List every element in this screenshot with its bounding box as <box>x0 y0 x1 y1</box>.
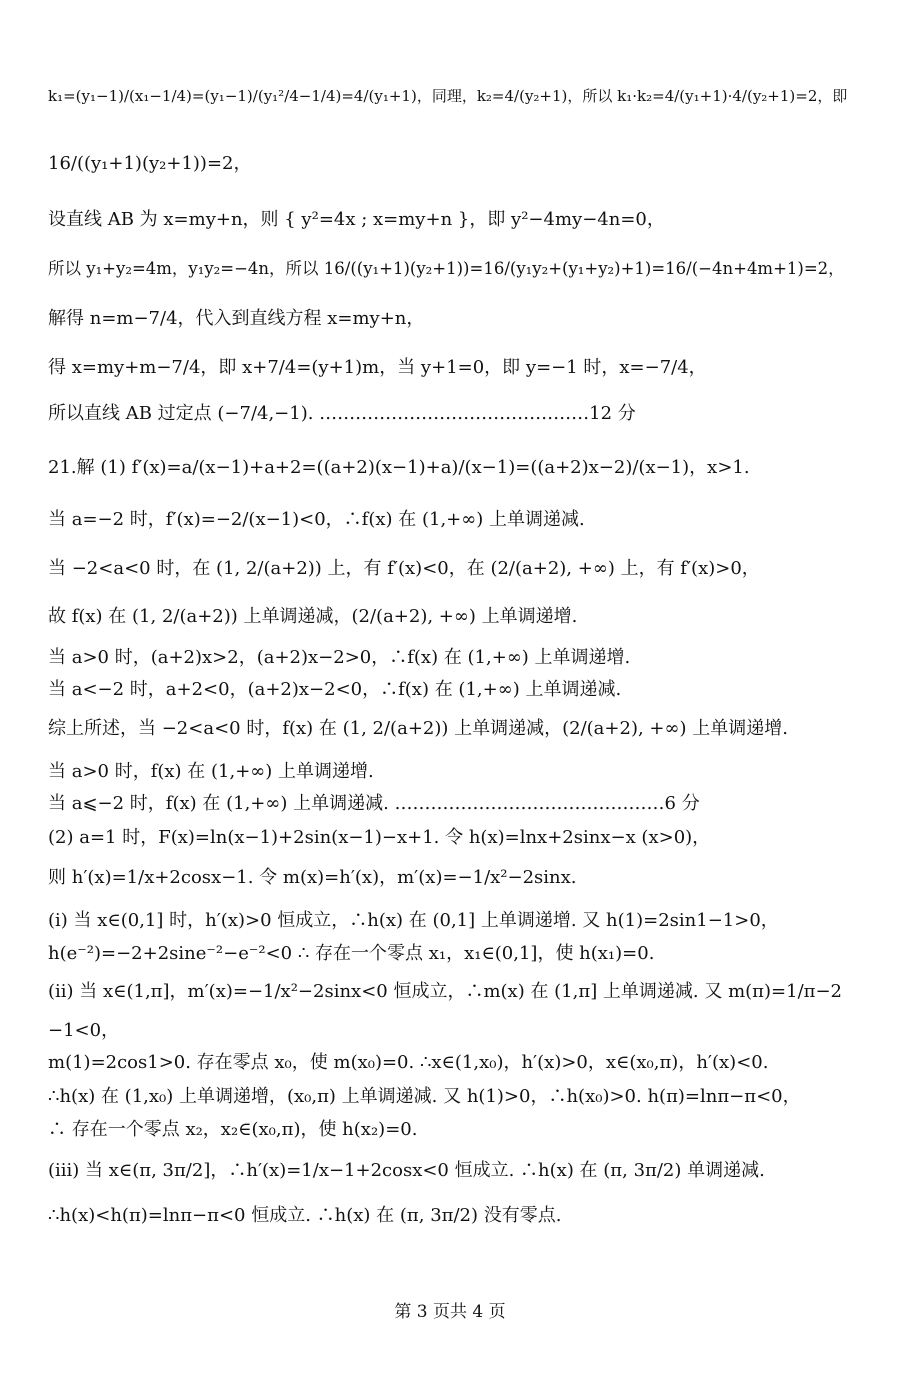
text-line: 21.解 (1) f′(x)=a/(x−1)+a+2=((a+2)(x−1)+a)/(x−1)=((a+2)x−2)/(x−1)，x>1. <box>48 457 750 478</box>
text-line: 得 x=my+m−7/4，即 x+7/4=(y+1)m，当 y+1=0，即 y=−1 时，x=−7/4， <box>48 357 707 378</box>
text-line: 16/((y₁+1)(y₂+1))=2， <box>48 153 252 174</box>
text-line: (i) 当 x∈(0,1] 时，h′(x)>0 恒成立，∴h(x) 在 (0,1] 上单调递增. 又 h(1)=2sin1−1>0， <box>48 910 779 931</box>
text-line: (ii) 当 x∈(1,π]，m′(x)=−1/x²−2sinx<0 恒成立，∴m(x) 在 (1,π] 上单调递减. 又 m(π)=1/π−2 <box>48 981 843 1002</box>
text-line: 设直线 AB 为 x=my+n，则 { y²=4x ; x=my+n }，即 y²−4my−4n=0， <box>48 209 665 230</box>
text-line: ∴h(x)<h(π)=lnπ−π<0 恒成立. ∴h(x) 在 (π, 3π/2) 没有零点. <box>48 1205 562 1226</box>
page-footer: 第 3 页共 4 页 <box>394 1302 506 1322</box>
text-line: ∴h(x) 在 (1,x₀) 上单调递增，(x₀,π) 上单调递减. 又 h(1)>0，∴h(x₀)>0. h(π)=lnπ−π<0， <box>48 1086 801 1107</box>
text-line: 综上所述，当 −2<a<0 时，f(x) 在 (1, 2/(a+2)) 上单调递减，(2/(a+2), +∞) 上单调递增. <box>48 718 788 739</box>
text-line: 当 a<−2 时，a+2<0，(a+2)x−2<0，∴f(x) 在 (1,+∞) 上单调递减. <box>48 679 622 700</box>
text-line: m(1)=2cos1>0. 存在零点 x₀，使 m(x₀)=0. ∴x∈(1,x₀)，h′(x)>0，x∈(x₀,π)，h′(x)<0. <box>48 1052 769 1073</box>
text-line: 解得 n=m−7/4，代入到直线方程 x=my+n， <box>48 308 425 329</box>
text-line: 当 a>0 时，(a+2)x>2，(a+2)x−2>0，∴f(x) 在 (1,+∞) 上单调递增. <box>48 647 631 668</box>
text-line: k₁=(y₁−1)/(x₁−1/4)=(y₁−1)/(y₁²/4−1/4)=4/(y₁+1)，同理，k₂=4/(y₂+1)，所以 k₁·k₂=4/(y₁+1)·4/(y₂+1)=2，即 <box>48 87 848 105</box>
text-line: 当 a>0 时，f(x) 在 (1,+∞) 上单调递增. <box>48 761 374 782</box>
text-line: ∴ 存在一个零点 x₂，x₂∈(x₀,π)，使 h(x₂)=0. <box>48 1119 418 1140</box>
text-line: 则 h′(x)=1/x+2cosx−1. 令 m(x)=h′(x)，m′(x)=−1/x²−2sinx. <box>48 867 577 888</box>
text-line: 当 −2<a<0 时，在 (1, 2/(a+2)) 上，有 f′(x)<0，在 (2/(a+2), +∞) 上，有 f′(x)>0， <box>48 558 760 579</box>
text-line: 所以直线 AB 过定点 (−7/4,−1). ………………………………………12 分 <box>48 403 636 424</box>
text-line: 所以 y₁+y₂=4m，y₁y₂=−4n，所以 16/((y₁+1)(y₂+1))=16/(y₁y₂+(y₁+y₂)+1)=16/(−4n+4m+1)=2， <box>48 259 845 278</box>
text-line: 故 f(x) 在 (1, 2/(a+2)) 上单调递减，(2/(a+2), +∞) 上单调递增. <box>48 606 578 627</box>
text-line: h(e⁻²)=−2+2sine⁻²−e⁻²<0 ∴ 存在一个零点 x₁，x₁∈(0,1]，使 h(x₁)=0. <box>48 943 655 964</box>
text-line: (2) a=1 时，F(x)=ln(x−1)+2sin(x−1)−x+1. 令 h(x)=lnx+2sinx−x (x>0)， <box>48 827 711 848</box>
text-line: −1<0， <box>48 1020 120 1041</box>
text-line: 当 a⩽−2 时，f(x) 在 (1,+∞) 上单调递减. ………………………………………6 分 <box>48 793 700 814</box>
text-line: (iii) 当 x∈(π, 3π/2]，∴h′(x)=1/x−1+2cosx<0 恒成立. ∴h(x) 在 (π, 3π/2) 单调递减. <box>48 1160 765 1181</box>
text-line: 当 a=−2 时，f′(x)=−2/(x−1)<0，∴f(x) 在 (1,+∞) 上单调递减. <box>48 509 585 530</box>
